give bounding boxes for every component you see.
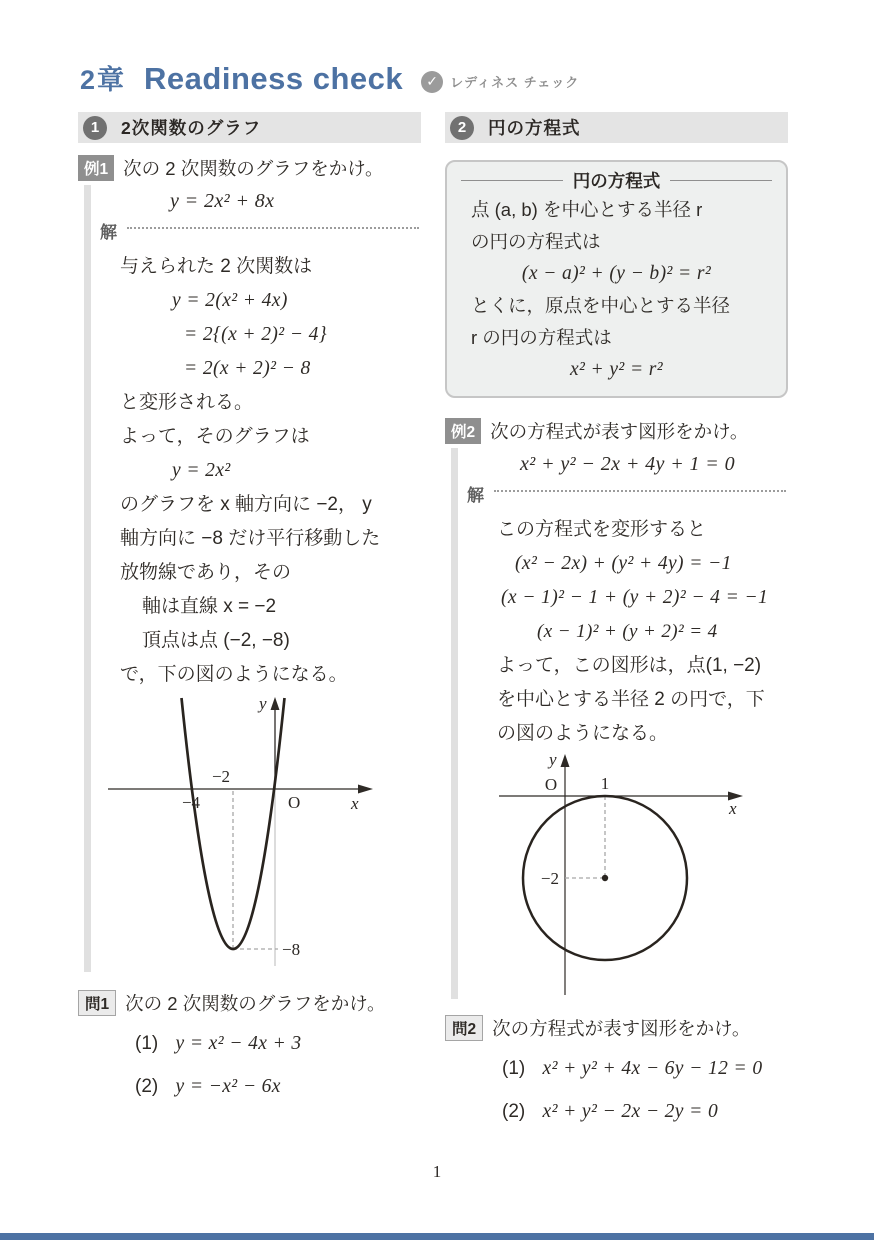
circle-equation-general: (x − a)² + (y − b)² = r² bbox=[521, 263, 712, 284]
section1-header bbox=[78, 112, 421, 143]
bottom-accent-bar bbox=[0, 1233, 874, 1240]
solution-label: 解 bbox=[467, 486, 484, 505]
x-axis-arrow bbox=[358, 785, 373, 794]
circle-graph bbox=[457, 753, 792, 1003]
solution-line: 頂点は点 (−2, −8) bbox=[142, 630, 290, 651]
problem1-item bbox=[78, 1022, 421, 1065]
x-axis-label: x bbox=[729, 799, 737, 818]
example2-badge: 例2 bbox=[445, 418, 481, 444]
solution-line: 軸方向に −8 だけ平行移動した bbox=[120, 528, 381, 549]
example2-left-strip bbox=[451, 448, 458, 999]
solution-line: 放物線であり，その bbox=[120, 562, 292, 583]
solution-line: (x − 1)² + (y + 2)² = 4 bbox=[537, 621, 718, 642]
checkmark-icon: ✓ bbox=[421, 71, 443, 93]
problem2-item bbox=[445, 1047, 788, 1090]
solution-line: 軸は直線 x = −2 bbox=[142, 596, 277, 617]
dotted-rule bbox=[127, 226, 419, 229]
solution-line: よって，この図形は，点(1, −2) bbox=[497, 655, 762, 676]
parabola-graph bbox=[90, 696, 380, 976]
problem1-prompt: 次の 2 次関数のグラフをかけ。 bbox=[125, 993, 386, 1014]
example2-equation: x² + y² − 2x + 4y + 1 = 0 bbox=[520, 453, 735, 475]
item-number: (2) bbox=[502, 1101, 526, 1122]
solution-line: 与えられた 2 次関数は bbox=[120, 256, 313, 277]
solution-line: = 2{(x + 2)² − 4} bbox=[184, 324, 327, 345]
left-column bbox=[78, 112, 421, 1108]
x-intercept-label: −4 bbox=[181, 793, 201, 812]
solution-label: 解 bbox=[100, 223, 117, 242]
item-expression: y = x² − 4x + 3 bbox=[175, 1033, 302, 1054]
problem2-badge-row bbox=[445, 1015, 788, 1041]
problem2-prompt: 次の方程式が表す図形をかけ。 bbox=[492, 1018, 751, 1039]
chapter-label: 2章 bbox=[80, 65, 127, 95]
problem2-item bbox=[445, 1090, 788, 1133]
center-point bbox=[602, 875, 608, 881]
page-header bbox=[80, 58, 579, 97]
solution-line: (x² − 2x) + (y² + 4y) = −1 bbox=[515, 553, 732, 574]
problem2-block bbox=[445, 1015, 788, 1133]
problem2-badge: 問2 bbox=[445, 1015, 483, 1041]
subtitle-wrap bbox=[421, 71, 579, 93]
page-number: 1 bbox=[432, 1162, 442, 1181]
dotted-rule bbox=[494, 489, 786, 492]
y-axis-label: y bbox=[259, 696, 267, 713]
solution-line: (x − 1)² − 1 + (y + 2)² − 4 = −1 bbox=[501, 587, 769, 608]
problem1-block bbox=[78, 990, 421, 1108]
vertex-y-label: −8 bbox=[282, 940, 301, 959]
example1-left-strip bbox=[84, 185, 91, 972]
solution-line: この方程式を変形すると bbox=[497, 519, 707, 540]
axis-of-symmetry-label: −2 bbox=[211, 767, 231, 786]
right-column bbox=[445, 112, 788, 1133]
example1-block bbox=[78, 155, 421, 976]
item-expression: x² + y² + 4x − 6y − 12 = 0 bbox=[542, 1058, 763, 1079]
problem1-badge-row bbox=[78, 990, 421, 1016]
page-title: Readiness check bbox=[144, 61, 404, 96]
example2-solution-rule bbox=[445, 481, 788, 506]
formula-box-title: 円の方程式 bbox=[572, 170, 661, 191]
problem1-badge: 問1 bbox=[78, 990, 116, 1016]
formula-box-line: r の円の方程式は bbox=[471, 327, 612, 348]
example1-equation: y = 2x² + 8x bbox=[170, 190, 275, 212]
solution-line: のグラフを x 軸方向に −2， y bbox=[120, 494, 372, 515]
y-axis-arrow bbox=[561, 754, 570, 767]
section2-number-badge: 2 bbox=[450, 116, 474, 140]
example1-badge-row bbox=[78, 155, 421, 181]
solution-line: の図のようになる。 bbox=[497, 723, 669, 744]
solution-line: を中心とする半径 2 の円で，下 bbox=[497, 689, 765, 710]
solution-line: y = 2x² bbox=[172, 460, 231, 481]
problem1-item bbox=[78, 1065, 421, 1108]
example2-badge-row bbox=[445, 418, 788, 444]
center-x-label: 1 bbox=[600, 774, 610, 793]
formula-box-line: の円の方程式は bbox=[471, 231, 601, 252]
example1-prompt: 次の 2 次関数のグラフをかけ。 bbox=[123, 158, 384, 179]
circle-equation-origin: x² + y² = r² bbox=[569, 359, 664, 380]
item-number: (2) bbox=[135, 1076, 159, 1097]
y-axis-arrow bbox=[271, 697, 280, 710]
example2-prompt: 次の方程式が表す図形をかけ。 bbox=[490, 421, 749, 442]
origin-label: O bbox=[544, 775, 558, 794]
example1-solution bbox=[78, 250, 421, 692]
formula-box-title-row bbox=[461, 166, 772, 194]
example1-badge: 例1 bbox=[78, 155, 114, 181]
solution-line: と変形される。 bbox=[120, 392, 254, 413]
item-number: (1) bbox=[502, 1058, 526, 1079]
item-number: (1) bbox=[135, 1033, 159, 1054]
formula-box-line: とくに，原点を中心とする半径 bbox=[471, 295, 731, 316]
problem2-items bbox=[445, 1047, 788, 1133]
page-subtitle: レディネス チェック bbox=[450, 75, 580, 90]
section2-header bbox=[445, 112, 788, 143]
example1-solution-rule bbox=[78, 218, 421, 243]
item-expression: y = −x² − 6x bbox=[175, 1076, 281, 1097]
solution-line: = 2(x + 2)² − 8 bbox=[184, 358, 311, 379]
y-axis-label: y bbox=[549, 753, 557, 769]
origin-label: O bbox=[288, 793, 301, 812]
item-expression: x² + y² − 2x − 2y = 0 bbox=[542, 1101, 719, 1122]
circle-formula-box bbox=[445, 160, 788, 398]
solution-line: よって，そのグラフは bbox=[120, 426, 310, 447]
center-y-label: −2 bbox=[540, 869, 559, 888]
x-axis-label: x bbox=[351, 794, 359, 813]
section1-number-badge: 1 bbox=[83, 116, 107, 140]
section2-title: 円の方程式 bbox=[488, 118, 581, 138]
section1-title: 2次関数のグラフ bbox=[121, 118, 262, 138]
problem1-items bbox=[78, 1022, 421, 1108]
example2-solution bbox=[445, 513, 788, 751]
solution-line: y = 2(x² + 4x) bbox=[172, 290, 288, 311]
formula-box-line: 点 (a, b) を中心とする半径 r bbox=[471, 199, 703, 220]
solution-line: で，下の図のようになる。 bbox=[120, 664, 348, 685]
example2-block bbox=[445, 418, 788, 1003]
